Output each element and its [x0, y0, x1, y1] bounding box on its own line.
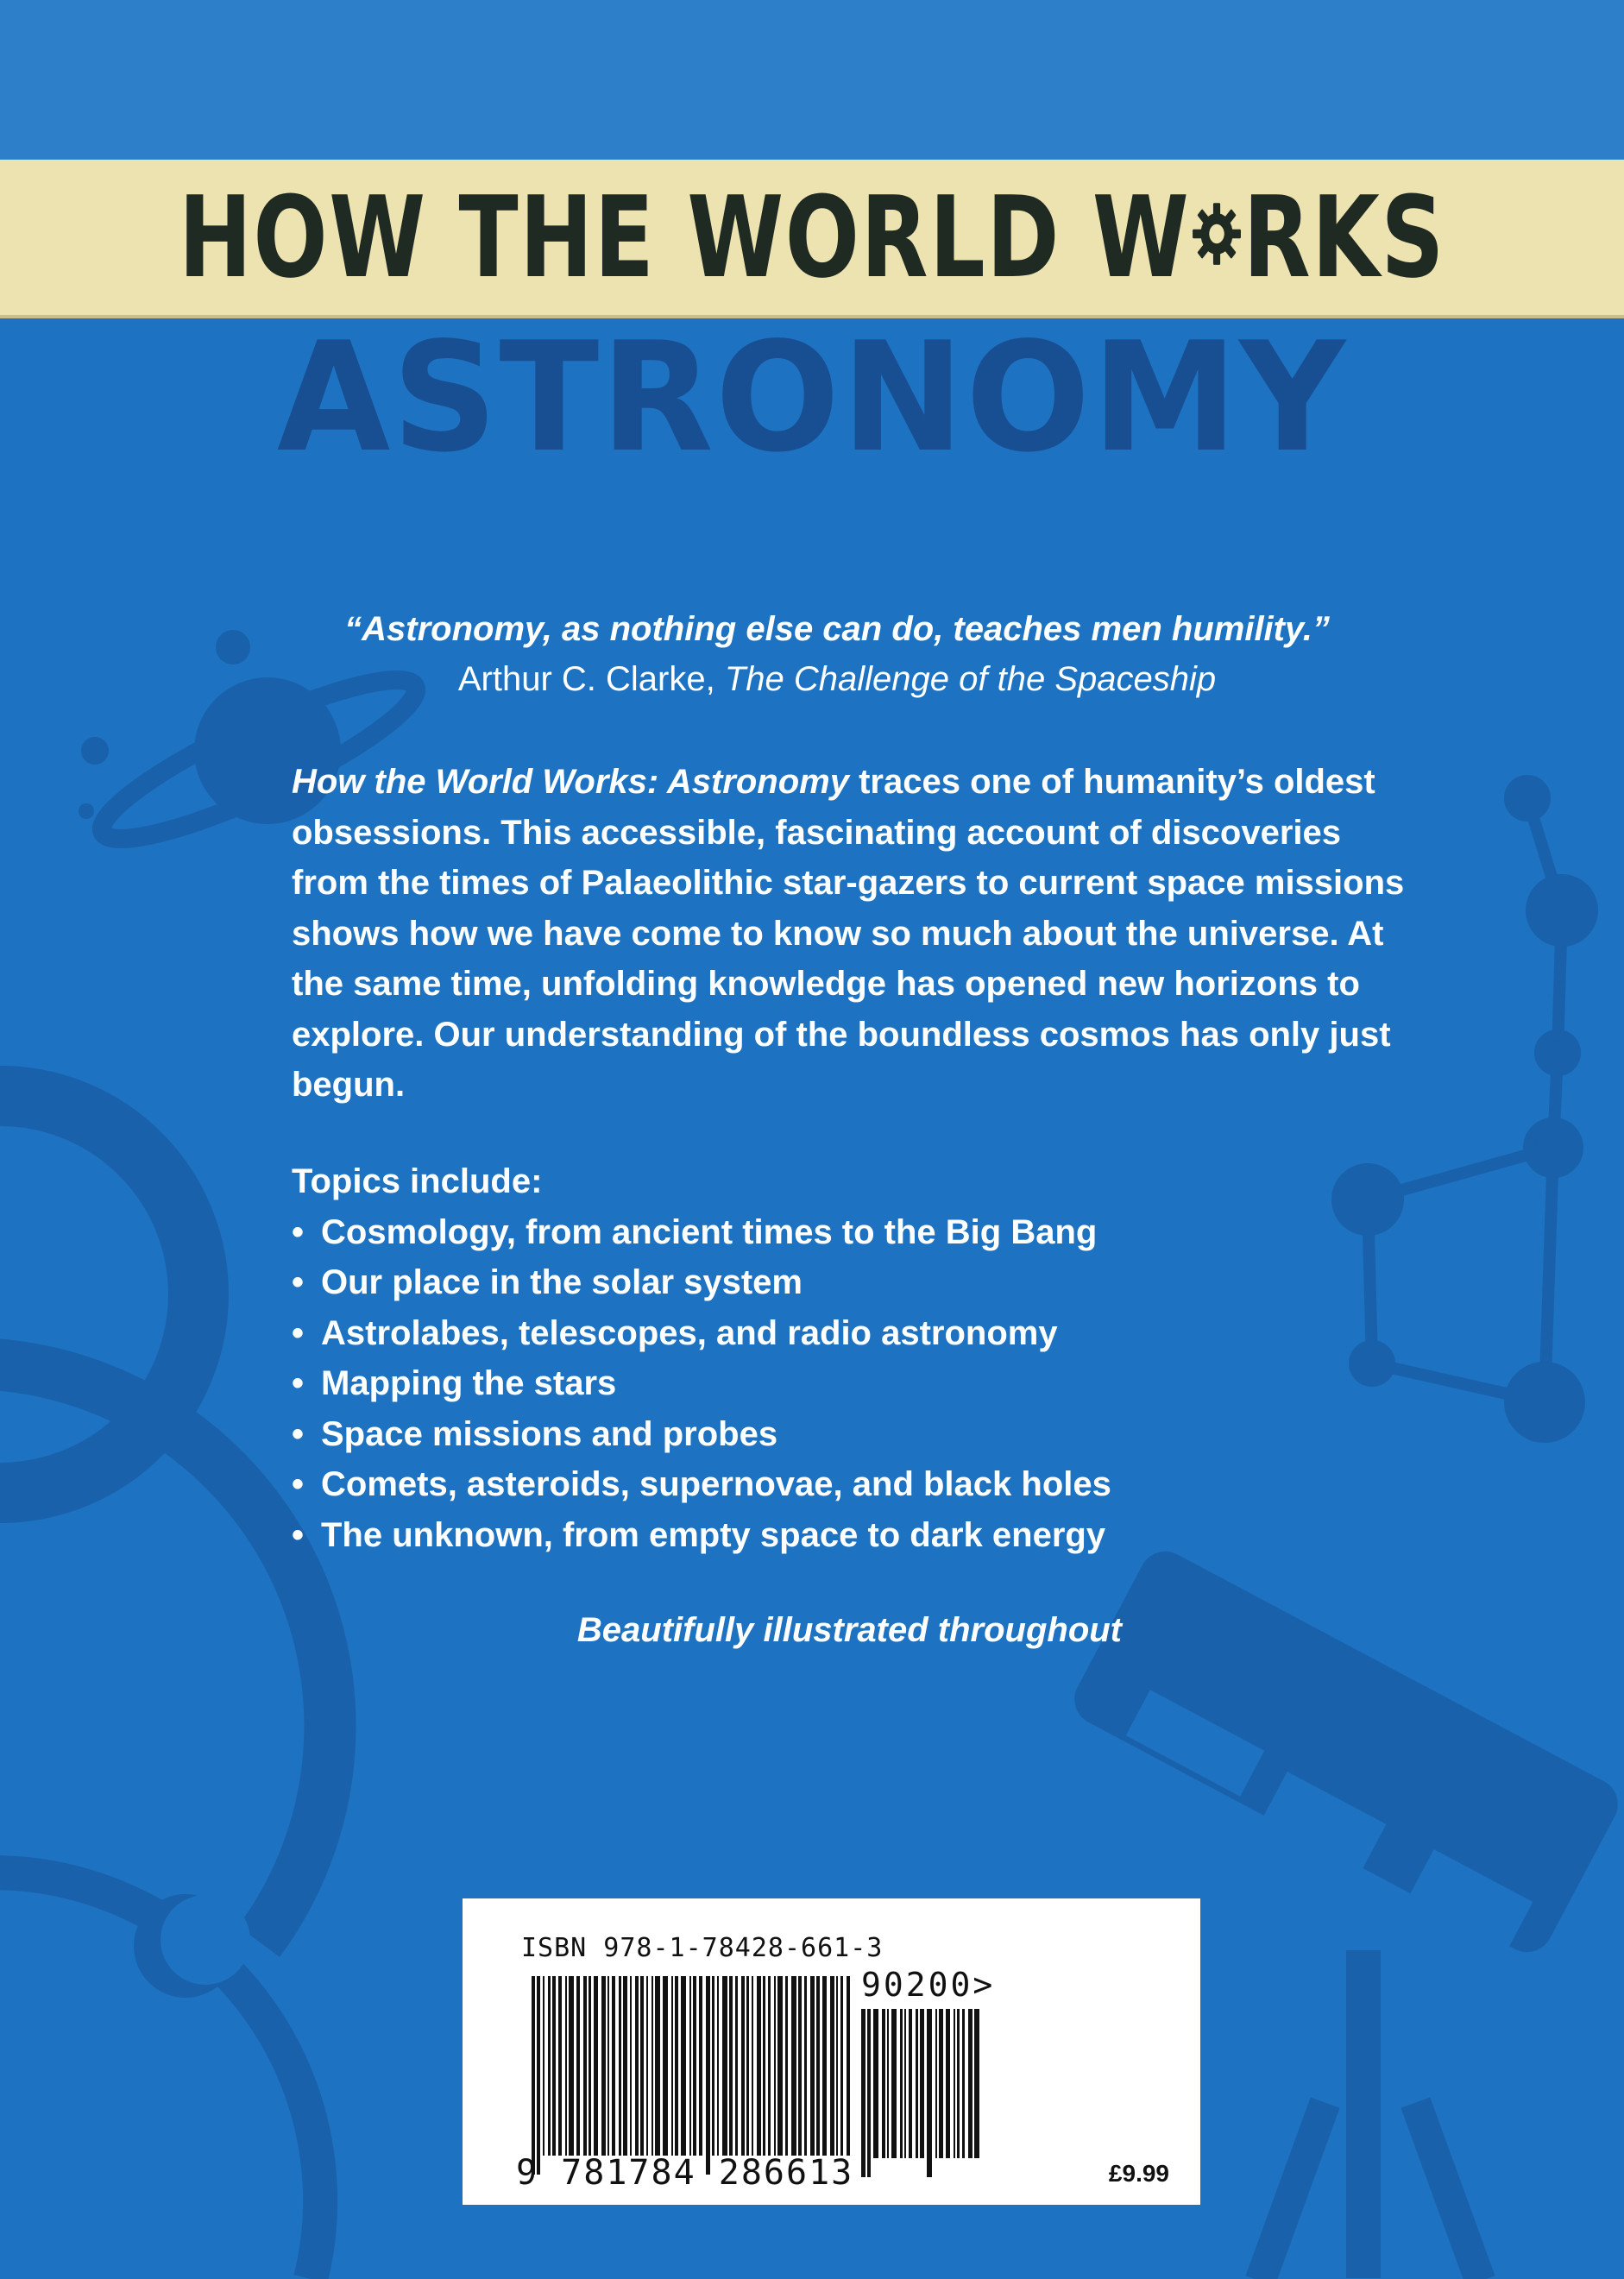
quote-text: “Astronomy, as nothing else can do, teaches men humility.”: [344, 610, 1330, 648]
barcode-bar: [706, 1976, 710, 2175]
epigraph: [293, 604, 1381, 704]
barcode-bar: [777, 1976, 783, 2156]
quote-attribution: [293, 654, 1381, 704]
barcode-bar: [689, 1976, 691, 2156]
barcode-bar: [810, 1976, 815, 2156]
blurb-body: traces one of humanity’s oldest obsessions. This accessible, fascinating account of discoveries from the times of Palaeolithic star-gazers to current space missions shows how we have come to know so much about the universe. At the same time, unfolding knowledge has opened new horizons to explore. Our understanding of the boundless cosmos has only just begun.: [292, 763, 1405, 1104]
barcode-bar: [836, 1976, 838, 2156]
barcode-bar: [916, 2009, 918, 2158]
barcode-bar: [722, 1976, 727, 2156]
tagline: Beautifully illustrated throughout: [576, 1611, 1122, 1649]
barcode-bar: [565, 1976, 567, 2156]
barcode-bar: [873, 2009, 878, 2158]
ean-barcode: [532, 1976, 851, 2175]
barcode-bar: [699, 1976, 702, 2156]
barcode-bar: [882, 2009, 885, 2158]
barcode-bar: [804, 1976, 807, 2156]
barcode-bar: [822, 1976, 827, 2156]
barcode-bar: [935, 2009, 937, 2158]
barcode-bar: [693, 1976, 696, 2156]
barcode-bar: [816, 1976, 820, 2156]
barcode-bar: [763, 1976, 765, 2156]
barcode-bar: [867, 2009, 871, 2177]
isbn-text: ISBN 978-1-78428-661-3: [521, 1933, 884, 1963]
barcode-bar: [623, 1976, 627, 2156]
barcode-bar: [840, 1976, 843, 2156]
addon-barcode: [861, 2009, 982, 2177]
barcode-bar: [675, 1976, 678, 2156]
barcode-bar: [532, 1976, 535, 2175]
barcode-bar: [717, 1976, 719, 2156]
gear-icon: [1192, 183, 1242, 285]
barcode-bar: [646, 1976, 648, 2156]
barcode-bar: [791, 1976, 796, 2156]
barcode-bar: [968, 2009, 973, 2158]
price-label: £9.99: [1108, 2160, 1169, 2187]
list-item: • Space missions and probes: [292, 1409, 1413, 1460]
barcode-bar: [861, 2009, 866, 2177]
list-item: • Mapping the stars: [292, 1358, 1413, 1409]
barcode-bar: [946, 2009, 950, 2158]
price-code: 90200>: [861, 1966, 996, 2004]
barcode-bar: [663, 1976, 668, 2156]
barcode-bar: [920, 2009, 924, 2158]
list-item: • Cosmology, from ancient times to the Big Bang: [292, 1207, 1413, 1258]
barcode-bar: [635, 1976, 639, 2156]
barcode-bar: [774, 1976, 776, 2156]
barcode-bar: [589, 1976, 591, 2156]
orbit-arcs: [0, 1096, 330, 2279]
barcode-bar: [640, 1976, 644, 2156]
barcode-bar: [619, 1976, 621, 2156]
barcode-bar: [537, 1976, 540, 2175]
barcode-bar: [891, 2009, 897, 2158]
list-item: • Our place in the solar system: [292, 1257, 1413, 1308]
barcode-bar: [655, 1976, 660, 2156]
barcode-bar: [752, 1976, 753, 2156]
topics-heading: Topics include:: [292, 1162, 543, 1200]
barcode-bar: [904, 2009, 906, 2158]
list-item: • Comets, asteroids, supernovae, and black holes: [292, 1459, 1413, 1510]
barcode-bar: [594, 1976, 598, 2156]
barcode-bar: [962, 2009, 965, 2158]
barcode-bar: [552, 1976, 556, 2156]
barcode-bar: [954, 2009, 955, 2158]
barcode-bar: [900, 2009, 903, 2158]
barcode-bar: [651, 1976, 653, 2156]
barcode-bar: [957, 2009, 960, 2158]
barcode-bar: [729, 1976, 733, 2156]
barcode-bar: [558, 1976, 562, 2156]
quote-source: The Challenge of the Spaceship: [724, 660, 1217, 698]
topics-section: [292, 1156, 1413, 1560]
barcode-box: [463, 1898, 1200, 2205]
list-item: • Astrolabes, telescopes, and radio astronomy: [292, 1308, 1413, 1359]
barcode-bar: [671, 1976, 673, 2156]
barcode-bar: [607, 1976, 609, 2156]
top-strip: [0, 0, 1624, 160]
barcode-bar: [909, 2009, 912, 2158]
barcode-bar: [974, 2009, 979, 2158]
barcode-bar: [548, 1976, 551, 2156]
book-title: ASTRONOMY: [276, 311, 1348, 486]
barcode-bar: [927, 2009, 932, 2177]
blurb-title: How the World Works: Astronomy: [292, 763, 849, 801]
barcode-bar: [757, 1976, 761, 2156]
barcode-bar: [830, 1976, 834, 2156]
topics-list: [292, 1207, 1413, 1561]
barcode-bar: [847, 1976, 850, 2156]
barcode-bar: [681, 1976, 686, 2156]
blurb: [292, 757, 1413, 1111]
barcode-bar: [735, 1976, 738, 2156]
ean-digits: 9 781784 286613: [516, 2153, 854, 2193]
barcode-bar: [798, 1976, 802, 2156]
quote-author: Arthur C. Clarke,: [457, 660, 725, 698]
barcode-bar: [712, 1976, 714, 2156]
barcode-bar: [601, 1976, 606, 2156]
barcode-bar: [630, 1976, 632, 2156]
barcode-bar: [543, 1976, 544, 2156]
barcode-bar: [887, 2009, 889, 2158]
barcode-bar: [569, 1976, 574, 2156]
series-title: [179, 160, 1445, 315]
series-title-part2: RKS: [1243, 172, 1445, 303]
barcode-bar: [939, 2009, 943, 2158]
barcode-bar: [746, 1976, 749, 2156]
series-title-part1: HOW THE WORLD W: [179, 172, 1191, 303]
list-item: • The unknown, from empty space to dark energy: [292, 1510, 1413, 1561]
barcode-bar: [785, 1976, 788, 2156]
barcode-bar: [576, 1976, 580, 2156]
barcode-bar: [612, 1976, 615, 2156]
barcode-bar: [741, 1976, 745, 2156]
barcode-bar: [583, 1976, 587, 2156]
barcode-bar: [768, 1976, 771, 2156]
